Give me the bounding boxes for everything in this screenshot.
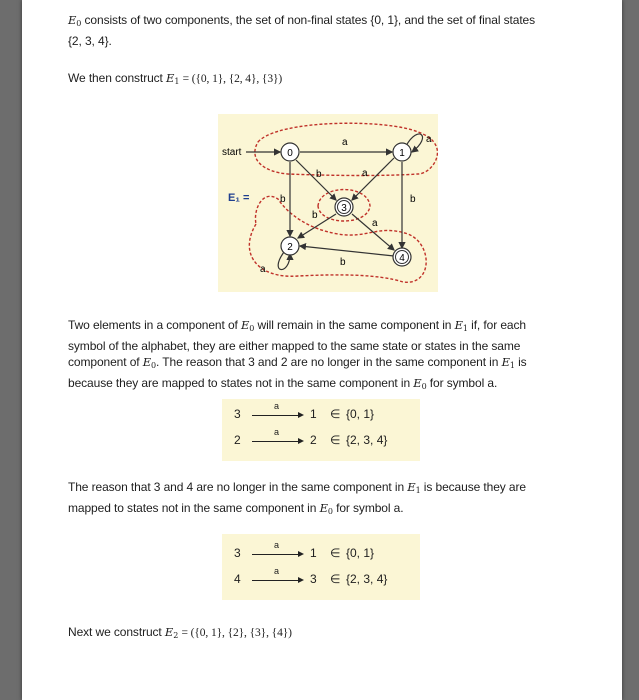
edge-label-1-4: b (410, 194, 416, 205)
edge-label-0-3: b (316, 169, 322, 180)
mapping-row: 3 a 1 ∈ {0, 1} (234, 401, 375, 421)
edge-label-3-2: b (312, 210, 318, 221)
edge-label-4-2: b (340, 257, 346, 268)
state-0 (281, 143, 299, 161)
mapping-row: 4 a 3 ∈ {2, 3, 4} (234, 566, 388, 586)
state-2 (281, 237, 299, 255)
edge-label-0-2: b (280, 194, 286, 205)
svg-text:4: 4 (399, 253, 405, 264)
document-page (22, 0, 622, 700)
explanation-paragraph-2: The reason that 3 and 4 are no longer in the same component in $E_1$ is because they are mapped to states not in the same component in $E_0$ for symbol a. (68, 480, 526, 516)
state-3 (335, 198, 353, 216)
svg-text:2: 2 (287, 242, 293, 253)
start-label: start (222, 147, 242, 158)
state-4 (393, 248, 411, 266)
edge-label-1-3: a (362, 168, 368, 179)
mapping-row: 2 a 2 ∈ {2, 3, 4} (234, 427, 388, 447)
edge-label-3-4: a (372, 218, 378, 229)
edge-label-1-loop: a (426, 134, 432, 145)
mapping-table-2 (222, 534, 420, 600)
dfa-diagram (218, 114, 438, 292)
e1-label: E₁ = (228, 192, 250, 204)
intro-paragraph: $E_0$ consists of two components, the set of non-final states {0, 1}, and the set of final states {2, 3, 4}. (68, 13, 536, 48)
svg-text:1: 1 (399, 148, 405, 159)
construct-e2: Next we construct $E_2 = (\{0$, 1}, {2}, {3}, {4}) (68, 625, 292, 640)
svg-text:3: 3 (341, 203, 347, 214)
mapping-row: 3 a 1 ∈ {0, 1} (234, 540, 375, 560)
state-1 (393, 143, 411, 161)
edge-1-3 (352, 158, 394, 200)
construct-e1: We then construct $E_1 = (\{0$, 1}, {2, 4}, {3}) (68, 71, 283, 86)
explanation-paragraph-1: Two elements in a component of $E_0$ will remain in the same component in $E_1$ if, for each symbol of the alphabet, they are either mapped to the same state or states in the same component of $E_0$. The reason that 3 and 2 are no longer in the same component in $E_1$ is because they are mapped to states not in the same component in $E_0$ for symbol a. (68, 318, 527, 391)
edge-label-0-1: a (342, 137, 348, 148)
svg-text:0: 0 (287, 148, 293, 159)
edge-0-3 (296, 160, 336, 200)
dfa-graph (218, 114, 438, 292)
edge-4-2 (300, 246, 394, 256)
mapping-table-1 (222, 399, 420, 461)
edge-label-2-loop: a (260, 264, 266, 275)
